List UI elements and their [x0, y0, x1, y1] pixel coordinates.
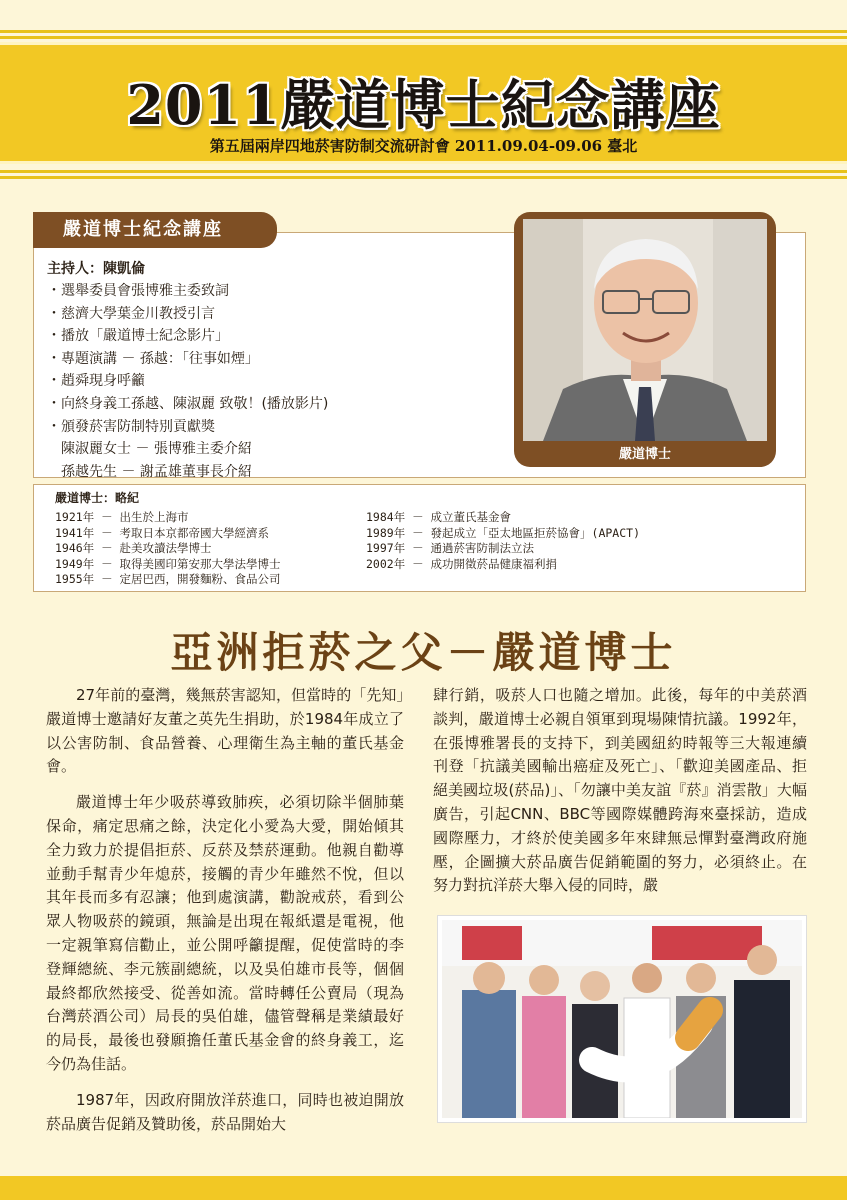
- page-subtitle: 第五屆兩岸四地菸害防制交流研討會 2011.09.04-09.06 臺北: [209, 137, 638, 155]
- program-item: ・播放「嚴道博士紀念影片」: [47, 328, 229, 345]
- chronology-heading: 嚴道博士：略紀: [55, 491, 140, 505]
- article-paragraph: 肆行銷，吸菸人口也隨之增加。此後，每年的中美菸酒談判，嚴道博士必親自領軍到現場陳情抗議。1992年，在張博雅署長的支持下，到美國紐約時報等三大報連續刊登「抗議美國輸出癌症及死亡」、「歡迎美國產品、拒絕美國垃圾(菸品)」、「勿讓中美友誼『菸』消雲散」大幅廣告，引起CNN、BBC等國際媒體跨海來臺採訪，造成國際壓力，才終於使美國多年來肆無忌憚對臺灣政府施壓，企圖擴大菸品廣告促銷範圍的努力，必須終止。在努力對抗洋菸大舉入侵的同時，嚴: [433, 686, 807, 895]
- article-headline: 亞洲拒菸之父－嚴道博士: [170, 628, 677, 677]
- chronology-item: 1955年 － 定居巴西，開發麵粉、食品公司: [55, 572, 281, 587]
- article-column-right: [433, 684, 807, 910]
- program-host: 主持人：陳凱倫: [47, 261, 145, 277]
- program-item: ・向終身義工孫越、陳淑麗 致敬！(播放影片): [47, 395, 329, 412]
- program-item: 陳淑麗女士 － 張博雅主委介紹: [47, 441, 252, 458]
- top-rule: [0, 30, 847, 33]
- chronology-left: [55, 510, 281, 588]
- chronology-item: 1989年 － 發起成立「亞太地區拒菸協會」(APACT): [366, 525, 641, 540]
- program-item: ・頒發菸害防制特別貢獻獎: [47, 418, 215, 435]
- article-paragraph: 1987年，因政府開放洋菸進口，同時也被迫開放菸品廣告促銷及贊助後，菸品開始大: [46, 1090, 404, 1133]
- program-item: 孫越先生 － 謝孟雄董事長介紹: [47, 463, 252, 480]
- top-rule: [0, 170, 847, 173]
- chronology-item: 2002年 － 成功開徵菸品健康福利捐: [366, 556, 558, 571]
- program-item: ・慈濟大學葉金川教授引言: [47, 305, 215, 322]
- chronology-right: [366, 510, 640, 572]
- program-list: [47, 280, 328, 483]
- chronology-item: 1946年 － 赴美攻讀法學博士: [55, 541, 212, 556]
- portrait-caption: 嚴道博士: [618, 447, 671, 462]
- article-paragraph: 嚴道博士年少吸菸導致肺疾，必須切除半個肺葉保命，痛定思痛之餘，決定化小愛為大愛，開始傾其全力致力於提倡拒菸、反菸及禁菸運動。他親自勸導並動手幫青少年熄菸，接觸的青少年雖然不悅，但以其年長而多有忍讓；他到處演講，勸說戒菸，看到公眾人物吸菸的鏡頭，無論是出現在報紙還是電視，他一定親筆寫信勸止，並公開呼籲提醒，促使當時的李登輝總統、李元簇副總統，以及吳伯雄市長等，個個最終都欣然接受、從善如流。當時轉任公賣局（現為台灣菸酒公司）局長的吳伯雄，儘管聲稱是業績最好的局長，最後也發願擔任董氏基金會的終身義工，迄今仍為佳話。: [46, 793, 404, 1073]
- chronology-item: 1941年 － 考取日本京都帝國大學經濟系: [55, 525, 270, 540]
- event-illustration: [442, 920, 802, 1118]
- chronology-item: 1997年 － 通過菸害防制法立法: [366, 541, 535, 556]
- program-item: ・專題演講 － 孫越：「往事如煙」: [47, 350, 259, 367]
- top-rule: [0, 36, 847, 39]
- program-tab: 嚴道博士紀念講座: [33, 212, 277, 248]
- chronology-item: 1921年 － 出生於上海市: [55, 510, 189, 524]
- header-banner: [0, 42, 847, 164]
- article-column-left: [46, 684, 404, 1148]
- bottom-band: [0, 1176, 847, 1200]
- top-rule: [0, 176, 847, 179]
- portrait-illustration: [523, 219, 767, 441]
- program-item: ・趙舜現身呼籲: [47, 373, 145, 390]
- event-photo: [438, 916, 806, 1122]
- chronology-item: 1949年 － 取得美國印第安那大學法學博士: [55, 556, 281, 571]
- program-item: ・選舉委員會張博雅主委致詞: [47, 283, 229, 299]
- article-paragraph: 27年前的臺灣，幾無菸害認知，但當時的「先知」嚴道博士邀請好友董之英先生捐助，於1984年成立了以公害防制、食品營養、心理衛生為主軸的董氏基金會。: [46, 686, 404, 776]
- chronology-item: 1984年 － 成立董氏基金會: [366, 510, 512, 524]
- page-title: 2011嚴道博士紀念講座: [126, 73, 721, 137]
- portrait-photo: [523, 219, 767, 441]
